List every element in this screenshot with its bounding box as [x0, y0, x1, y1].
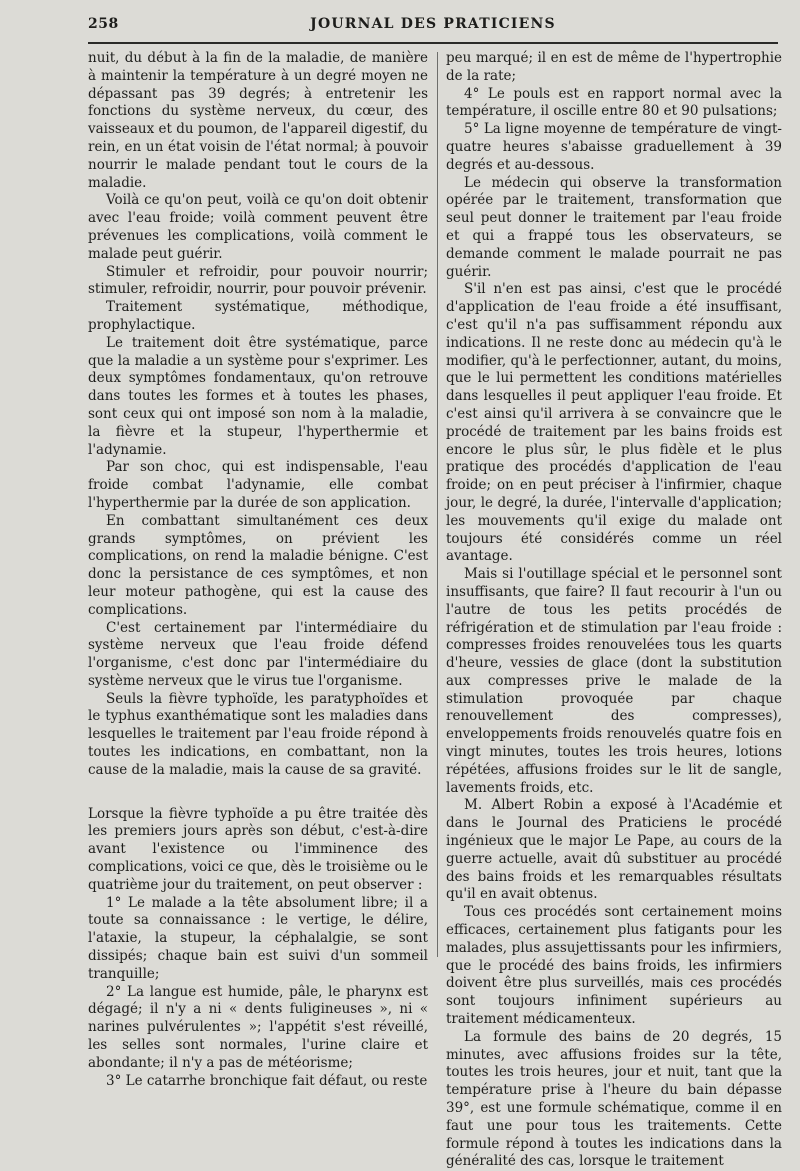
paragraph: Le médecin qui observe la transformation opérée par le traitement, transformation que seul peut donner le traitement par l'eau froide et qui a frappé tous les observateurs, se demande comment le malade pourrait ne pas guérir.	[446, 174, 782, 280]
paragraph: Stimuler et refroidir, pour pouvoir nourrir; stimuler, refroidir, nourrir, pour pouvoir prévenir.	[88, 263, 428, 298]
paragraph: 5° La ligne moyenne de température de vingt-quatre heures s'abaisse graduellement à 39 degrés et au-dessous.	[446, 121, 782, 173]
paragraph: En combattant simultanément ces deux grands symptômes, on prévient les complications, on rend la maladie bénigne. C'est donc la persistance de ces symptômes, et non leur moteur pathogène, qui est la cause des complications.	[88, 512, 428, 618]
column-divider	[437, 52, 438, 957]
journal-title: JOURNAL DES PRATICIENS	[310, 16, 556, 32]
paragraph: Tous ces procédés sont certainement moins efficaces, certainement plus fatigants pour les malades, plus assujettissants pour les infirmiers, que le procédé des bains froids, les infirmiers doivent être plus surveillés, mais ces procédés sont toujours infiniment supérieurs au traitement médicamenteux.	[446, 904, 782, 1028]
paragraph: Traitement systématique, méthodique, prophylactique.	[88, 299, 428, 333]
running-head	[88, 14, 778, 38]
paragraph: Mais si l'outillage spécial et le personnel sont insuffisants, que faire? Il faut recourir à l'un ou l'autre de tous les petits procédés de réfrigération et de stimulation par l'eau froide : compresses froides renouvelées tous les quarts d'heure, vessies de glace (dont la substitution aux compresses prive le malade de la stimulation provoquée par chaque renouvellement des compresses), enveloppements froids renouvelés quatre fois en vingt minutes, toutes les trois heures, lotions répétées, affusions froides sur le lit de sangle, lavements froids, etc.	[446, 566, 782, 796]
paragraph: peu marqué; il en est de même de l'hypertrophie de la rate;	[446, 50, 782, 84]
paragraph: C'est certainement par l'intermédiaire du système nerveux que l'eau froide défend l'organisme, c'est donc par l'intermédiaire du système nerveux que le virus tue l'organisme.	[88, 619, 428, 689]
paragraph: Lorsque la fièvre typhoïde a pu être traitée dès les premiers jours après son début, c'est-à-dire avant l'existence ou l'imminence des complications, voici ce que, dès le troisième ou le quatrième jour du traitement, on peut observer :	[88, 805, 428, 893]
paragraph: Voilà ce qu'on peut, voilà ce qu'on doit obtenir avec l'eau froide; voilà comment peuvent être prévenues les complications, voilà comment le malade peut guérir.	[88, 192, 428, 262]
right-column	[446, 50, 782, 1171]
paragraph: 2° La langue est humide, pâle, le pharynx est dégagé; il n'y a ni « dents fuligineuses », ni « narines pulvérulentes »; l'appétit s'est réveillé, les selles sont normales, l'urine claire et abondante; il n'y a pas de météorisme;	[88, 983, 428, 1071]
left-column	[88, 50, 428, 1090]
paragraph: 4° Le pouls est en rapport normal avec la température, il oscille entre 80 et 90 pulsations;	[446, 85, 782, 120]
paragraph: Seuls la fièvre typhoïde, les paratyphoïdes et le typhus exanthématique sont les maladies dans lesquelles le traitement par l'eau froide répond à toutes les indications, en combattant, non la cause de la maladie, mais la cause de sa gravité.	[88, 690, 428, 778]
paragraph: M. Albert Robin a exposé à l'Académie et dans le Journal des Praticiens le procédé ingénieux que le major Le Pape, au cours de la guerre actuelle, avait dû substituer au procédé des bains froids et les remarquables résultats qu'il en avait obtenus.	[446, 797, 782, 903]
paragraph: Par son choc, qui est indispensable, l'eau froide combat l'adynamie, elle combat l'hyperthermie par la durée de son application.	[88, 459, 428, 511]
paragraph: La formule des bains de 20 degrés, 15 minutes, avec affusions froides sur la tête, toutes les trois heures, jour et nuit, tant que la température prise à l'heure du bain dépasse 39°, est une formule schématique, comme il en faut une pour tous les traitements. Cette formule répond à toutes les indications dans la généralité des cas, lorsque le traitement	[446, 1028, 782, 1170]
paragraph: 1° Le malade a la tête absolument libre; il a toute sa connaissance : le vertige, le délire, l'ataxie, la stupeur, la céphalalgie, se sont dissipés; chaque bain est suivi d'un sommeil tranquille;	[88, 894, 428, 982]
paragraph: 3° Le catarrhe bronchique fait défaut, ou reste	[106, 1072, 428, 1089]
paragraph: Le traitement doit être systématique, parce que la maladie a un système pour s'exprimer. Les deux symptômes fondamentaux, qu'on retrouve dans toutes les formes et à toutes les phases, sont ceux qui ont imposé son nom à la maladie, la fièvre et la stupeur, l'hyperthermie et l'adynamie.	[88, 334, 428, 458]
header-rule	[88, 42, 778, 44]
page-number: 258	[88, 16, 119, 32]
paragraph: S'il n'en est pas ainsi, c'est que le procédé d'application de l'eau froide a été insuffisant, c'est qu'il n'a pas suffisamment répondu aux indications. Il ne reste donc au médecin qu'à le modifier, qu'à le perfectionner, autant, du moins, que le lui permettent les conditions matérielles dans lesquelles il peut appliquer l'eau froide. Et c'est ainsi qu'il arrivera à se convaincre que le procédé de traitement par les bains froids est encore le plus sûr, le plus fidèle et le plus pratique des procédés d'application de l'eau froide; on en peut préciser à l'infirmier, chaque jour, le degré, la durée, l'intervalle d'application; les mouvements qu'il exige du malade ont toujours été considérés comme un réel avantage.	[446, 281, 782, 565]
paragraph: nuit, du début à la fin de la maladie, de manière à maintenir la température à un degré moyen ne dépassant pas 39 degrés; à entretenir les fonctions du système nerveux, du cœur, des vaisseaux et du poumon, de l'appareil digestif, du rein, en un état voisin de l'état normal; à pouvoir nourrir le malade pendant tout le cours de la maladie.	[88, 50, 428, 191]
